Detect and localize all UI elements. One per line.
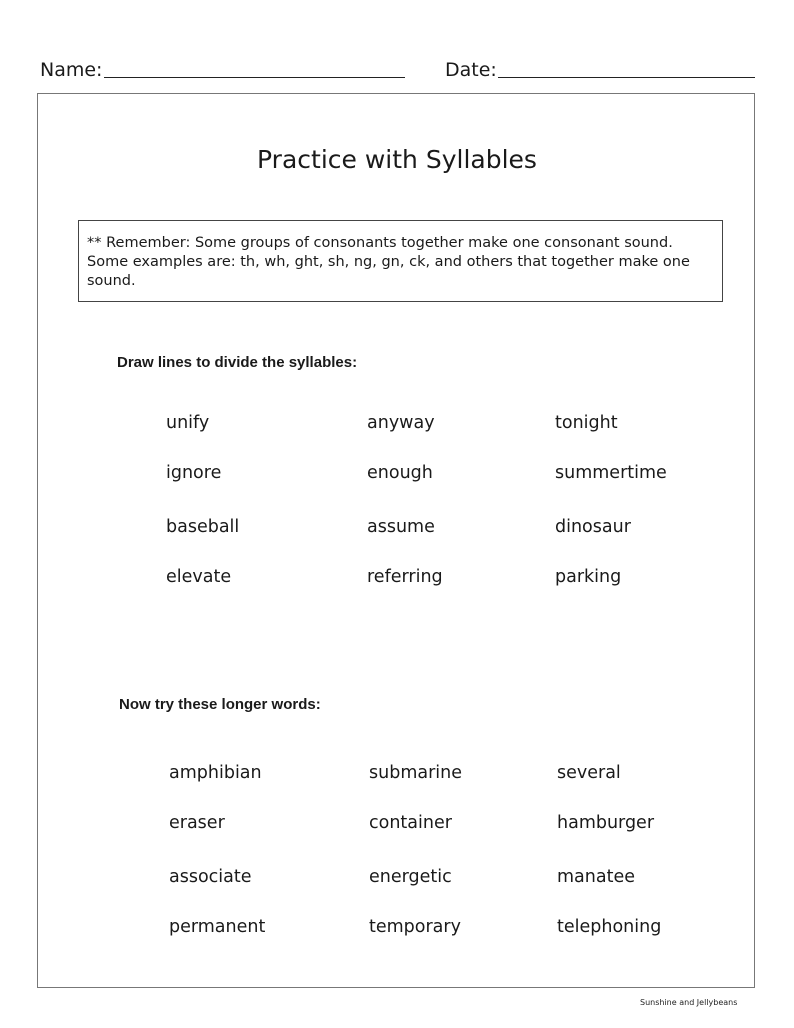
word-item: temporary	[369, 917, 461, 937]
word-item: submarine	[369, 763, 463, 783]
word-item: several	[557, 763, 621, 783]
word-item: unify	[166, 413, 210, 433]
word-item: ignore	[166, 463, 222, 483]
word-item: summertime	[555, 463, 667, 483]
word-item: eraser	[169, 813, 225, 833]
word-item: anyway	[367, 413, 435, 433]
word-item: hamburger	[557, 813, 655, 833]
footer-credit: Sunshine and Jellybeans	[640, 998, 738, 1007]
word-item: referring	[367, 567, 443, 587]
name-blank-line[interactable]	[104, 77, 405, 78]
worksheet-title: Practice with Syllables	[257, 145, 537, 174]
date-label: Date:	[445, 59, 497, 81]
word-item: parking	[555, 567, 622, 587]
word-item: permanent	[169, 917, 266, 937]
word-item: tonight	[555, 413, 618, 433]
name-label: Name:	[40, 59, 103, 81]
word-item: associate	[169, 867, 252, 887]
word-item: elevate	[166, 567, 232, 587]
reminder-note-box	[78, 220, 723, 302]
word-item: container	[369, 813, 452, 833]
word-item: manatee	[557, 867, 635, 887]
word-item: enough	[367, 463, 433, 483]
section2-heading: Now try these longer words:	[119, 696, 321, 713]
word-item: assume	[367, 517, 435, 537]
word-item: amphibian	[169, 763, 262, 783]
section1-heading: Draw lines to divide the syllables:	[117, 354, 358, 371]
word-item: telephoning	[557, 917, 662, 937]
reminder-note-text: ** Remember: Some groups of consonants together make one consonant sound. Some examples are: th, wh, ght, sh, ng, gn, ck, and others that together make one sound.	[87, 235, 690, 289]
word-item: dinosaur	[555, 517, 631, 537]
word-item: baseball	[166, 517, 240, 537]
word-item: energetic	[369, 867, 452, 887]
date-blank-line[interactable]	[498, 77, 755, 78]
